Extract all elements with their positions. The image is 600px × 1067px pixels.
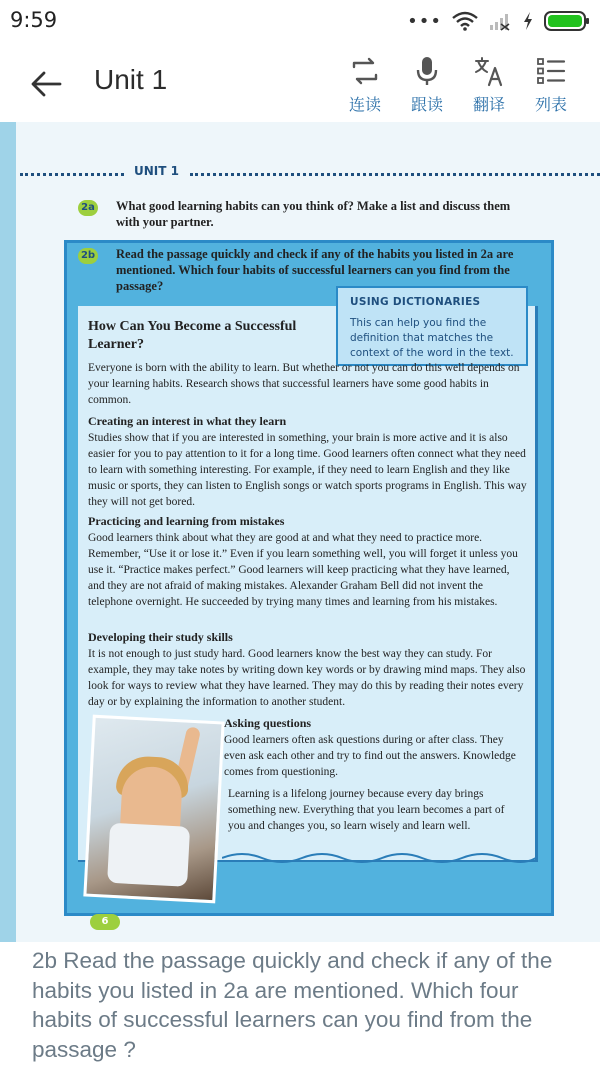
dotted-divider bbox=[20, 173, 124, 176]
action-label: 连读 bbox=[348, 95, 381, 114]
photo-shirt bbox=[107, 823, 190, 887]
status-time: 9:59 bbox=[10, 8, 58, 32]
more-dots: ••• bbox=[407, 10, 442, 32]
battery-icon bbox=[544, 10, 590, 32]
wavy-divider bbox=[222, 846, 536, 870]
tip-text: This can help you find the definition that matches the context of the word in the text. bbox=[350, 317, 514, 359]
continuous-read-button[interactable] bbox=[344, 54, 386, 115]
section-body: Good learners often ask questions during or after class. They even ask each other and try to find out the answers. Knowledge comes from questioning. bbox=[224, 734, 516, 778]
status-icons bbox=[407, 8, 590, 34]
unit-label: UNIT 1 bbox=[130, 164, 183, 178]
status-bar bbox=[0, 0, 600, 42]
charging-icon bbox=[522, 11, 534, 31]
passage-closing: Learning is a lifelong journey because every day brings something new. Everything that you learn becomes a part of you and changes you, so learn wisely and learn well. bbox=[228, 788, 505, 832]
page-number: 6 bbox=[90, 914, 120, 930]
action-label: 翻译 bbox=[472, 95, 505, 114]
list-button[interactable] bbox=[530, 54, 572, 115]
back-arrow-icon[interactable] bbox=[26, 64, 66, 104]
textbook-page[interactable] bbox=[0, 122, 600, 942]
unit-header bbox=[20, 164, 600, 184]
exercise-2a-text: What good learning habits can you think of? Make a list and discuss them with your partner. bbox=[116, 199, 511, 229]
section-body: Studies show that if you are interested in something, your brain is more active and it is also easier for you to pay attention to it for a long time. Good learners often connect what they need to learn with something interesting. For example, if they need to learn English and they like music or sports, they can listen to English songs or watch sports programs in English. This way they will not get bored. bbox=[88, 432, 527, 508]
list-icon bbox=[534, 54, 568, 88]
passage-intro: Everyone is born with the ability to learn. But whether or not you can do this well depends on your learning habits. Research shows that successful learners have some good habits in common. bbox=[88, 362, 520, 406]
repeat-icon bbox=[348, 54, 382, 88]
section-heading: Developing their study skills bbox=[88, 630, 233, 644]
app-bar bbox=[0, 42, 600, 122]
section-heading: Practicing and learning from mistakes bbox=[88, 514, 285, 528]
action-label: 列表 bbox=[534, 95, 567, 114]
exercise-badge: 2a bbox=[78, 200, 98, 216]
tip-title: USING DICTIONARIES bbox=[350, 296, 481, 308]
wifi-icon bbox=[452, 11, 478, 31]
page-title: Unit 1 bbox=[94, 64, 168, 95]
translate-icon bbox=[472, 54, 506, 88]
action-label: 跟读 bbox=[410, 95, 443, 114]
exercise-badge: 2b bbox=[78, 248, 98, 264]
section-body: Good learners think about what they are good at and what they need to practice more. Remember, “Use it or lose it.” Even if you learn something well, you will forget it unless you use it. “Practice makes perfect.” Good learners will keep practicing what they have learned, and they are not afraid of making mistakes. Alexander Graham Bell did not invent the telephone overnight. He succeeded by trying many times and learning from his mistakes. bbox=[88, 532, 518, 608]
exercise-2b-text: Read the passage quickly and check if any of the habits you listed in 2a are mentioned. Which four habits of successful learners can you find from the passage? bbox=[116, 247, 514, 293]
dictionary-tip-box bbox=[336, 286, 528, 366]
section-heading: Asking questions bbox=[224, 716, 312, 730]
student-photo bbox=[83, 715, 224, 904]
dotted-divider bbox=[190, 173, 600, 176]
sentence-caption[interactable]: 2b Read the passage quickly and check if any of the habits you listed in 2a are mentioned. Which four habits of successful learners can you find from the passage ? bbox=[32, 948, 553, 1062]
signal-icon bbox=[488, 11, 512, 31]
section-body: It is not enough to just study hard. Good learners know the best way they can study. For example, they may take notes by writing down key words or by drawing mind maps. They also look for ways to review what they have learned. They may do this by reading their notes every day or by explaining the information to another student. bbox=[88, 648, 526, 708]
microphone-icon bbox=[410, 54, 444, 88]
toolbar-actions bbox=[344, 54, 572, 115]
page-edge bbox=[0, 122, 16, 942]
follow-read-button[interactable] bbox=[406, 54, 448, 115]
section-heading: Creating an interest in what they learn bbox=[88, 414, 287, 428]
passage-title: How Can You Become a Successful Learner? bbox=[88, 319, 297, 352]
translate-button[interactable] bbox=[468, 54, 510, 115]
